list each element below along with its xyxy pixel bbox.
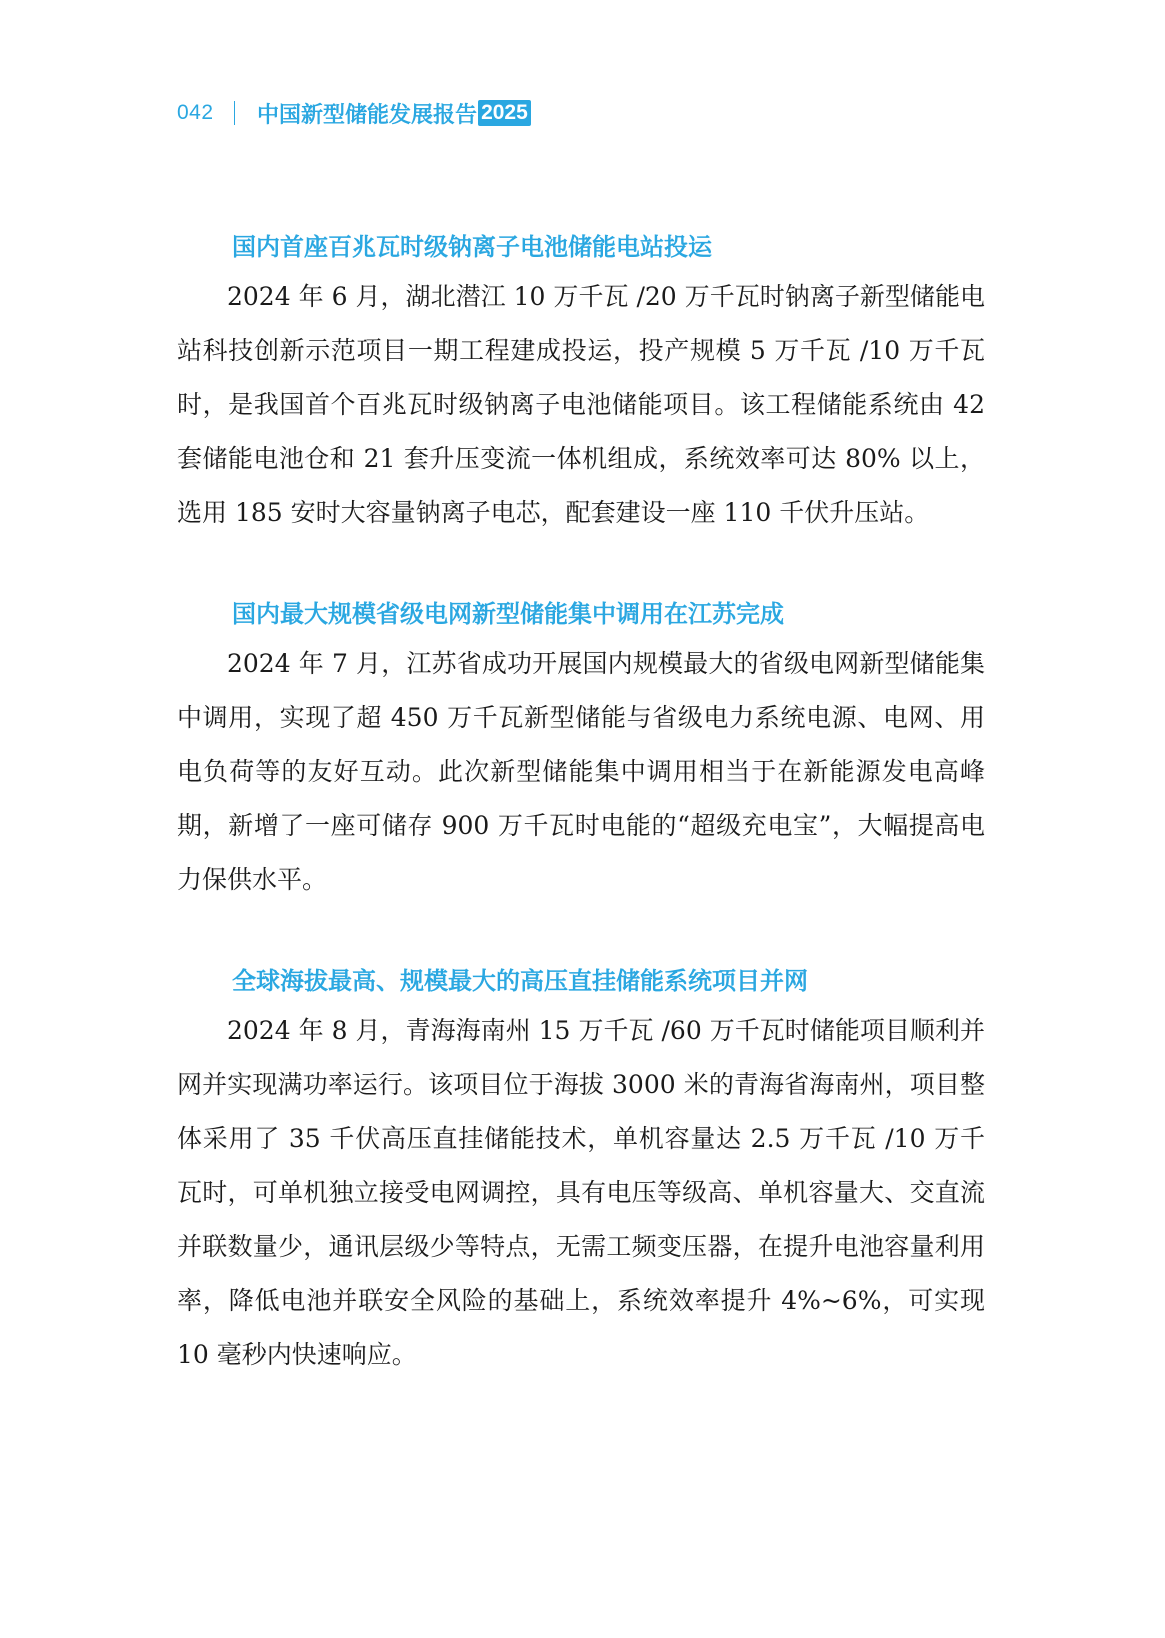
header-divider	[234, 101, 236, 125]
section-body: 2024 年 7 月，江苏省成功开展国内规模最大的省级电网新型储能集中调用，实现了超 450 万千瓦新型储能与省级电力系统电源、电网、用电负荷等的友好互动。此次新型储能集中调用相当于在新能源发电高峰期，新增了一座可储存 900 万千瓦时电能的“超级充电宝”，大幅提高电力保供水平。	[177, 649, 985, 894]
news-section	[177, 597, 985, 907]
section-title: 国内最大规模省级电网新型储能集中调用在江苏完成	[232, 600, 784, 628]
news-section	[177, 230, 985, 540]
section-body: 2024 年 6 月，湖北潜江 10 万千瓦 /20 万千瓦时钠离子新型储能电站科技创新示范项目一期工程建成投运，投产规模 5 万千瓦 /10 万千瓦时，是我国首个百兆瓦时级钠离子电池储能项目。该工程储能系统由 42 套储能电池仓和 21 套升压变流一体机组成，系统效率可达 80% 以上，选用 185 安时大容量钠离子电芯，配套建设一座 110 千伏升压站。	[177, 282, 985, 527]
page-content	[177, 230, 985, 1382]
report-year-badge: 2025	[478, 100, 531, 126]
section-body: 2024 年 8 月，青海海南州 15 万千瓦 /60 万千瓦时储能项目顺利并网并实现满功率运行。该项目位于海拔 3000 米的青海省海南州，项目整体采用了 35 千伏高压直挂储能技术，单机容量达 2.5 万千瓦 /10 万千瓦时，可单机独立接受电网调控，具有电压等级高、单机容量大、交直流并联数量少，通讯层级少等特点，无需工频变压器，在提升电池容量利用率，降低电池并联安全风险的基础上，系统效率提升 4%~6%，可实现 10 毫秒内快速响应。	[177, 1016, 985, 1369]
page-header	[177, 98, 531, 128]
report-title	[257, 98, 531, 129]
section-title: 国内首座百兆瓦时级钠离子电池储能电站投运	[232, 233, 712, 261]
news-section	[177, 964, 985, 1382]
report-title-text: 中国新型储能发展报告	[257, 101, 478, 127]
page-number: 042	[177, 101, 214, 124]
section-title: 全球海拔最高、规模最大的高压直挂储能系统项目并网	[232, 967, 808, 995]
